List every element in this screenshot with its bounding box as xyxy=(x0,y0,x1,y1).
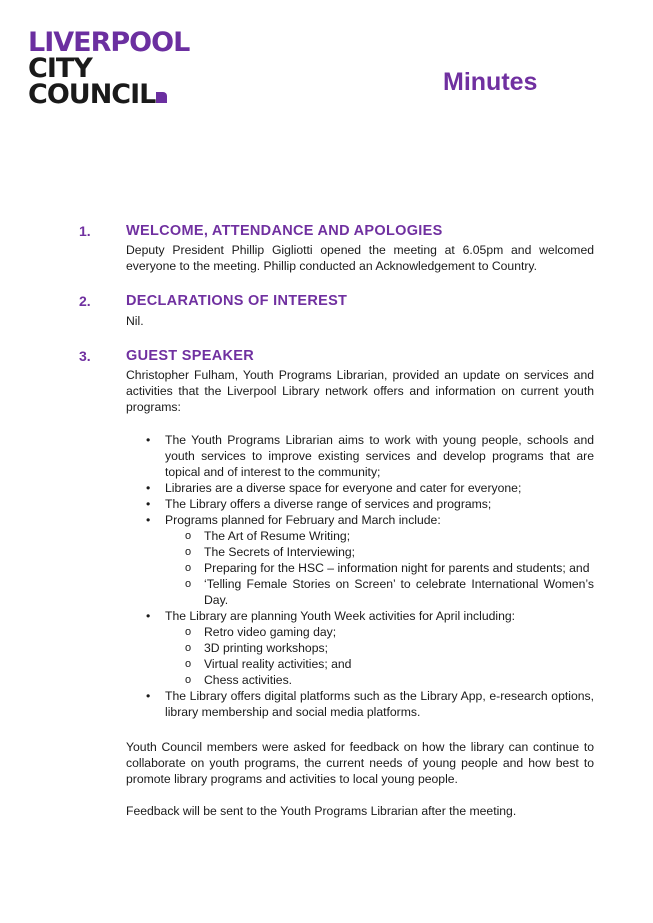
list-item-text: Libraries are a diverse space for everyone and cater for everyone; xyxy=(165,481,522,495)
bullet-icon: • xyxy=(146,497,151,511)
bullet-icon: • xyxy=(146,689,151,703)
list-item-text: The Library offers a diverse range of services and programs; xyxy=(165,497,492,511)
section-number: 3. xyxy=(79,348,91,364)
list-item xyxy=(126,512,594,608)
sub-bullet-icon: o xyxy=(185,546,192,558)
sub-list-item-text: Chess activities. xyxy=(204,673,293,687)
logo-line-2: CITY xyxy=(28,53,92,84)
sub-list-item xyxy=(165,560,594,576)
section-3-body: Christopher Fulham, Youth Programs Librarian, provided an update on services and activities that the Liverpool Library network offers and information on current youth programs: xyxy=(126,368,594,414)
list-item-text: The Youth Programs Librarian aims to work with young people, schools and youth services to improve existing services and develop programs that are topical and of interest to the community; xyxy=(165,433,594,479)
list-item-text: The Library offers digital platforms such as the Library App, e-research options, library membership and social media platforms. xyxy=(165,689,594,719)
sub-list-item xyxy=(165,528,594,544)
list-item xyxy=(126,496,594,512)
speaker-update-list xyxy=(126,432,594,720)
sub-bullet-icon: o xyxy=(185,674,192,686)
sub-list-item-text: Preparing for the HSC – information night for parents and students; and xyxy=(204,561,590,575)
bullet-icon: • xyxy=(146,513,151,527)
list-item xyxy=(126,688,594,720)
section-number: 1. xyxy=(79,223,91,239)
council-logo xyxy=(28,27,190,110)
page-title: Minutes xyxy=(443,68,538,96)
bullet-icon: • xyxy=(146,433,151,447)
section-number: 2. xyxy=(79,293,91,309)
sub-list xyxy=(165,528,594,608)
sub-list-item xyxy=(165,544,594,560)
sub-list-item xyxy=(165,640,594,656)
logo-line-1: LIVERPOOL xyxy=(28,27,190,58)
section-1-body: Deputy President Phillip Gigliotti opened the meeting at 6.05pm and welcomed everyone to the meeting. Phillip conducted an Acknowledgement to Country. xyxy=(126,243,594,273)
sub-list-item xyxy=(165,624,594,640)
section-title: WELCOME, ATTENDANCE AND APOLOGIES xyxy=(126,223,443,239)
sub-list-item xyxy=(165,656,594,672)
sub-bullet-icon: o xyxy=(185,562,192,574)
sub-list-item xyxy=(165,672,594,688)
sub-list-item-text: 3D printing workshops; xyxy=(204,641,328,655)
list-item xyxy=(126,608,594,688)
sub-list-item-text: The Secrets of Interviewing; xyxy=(204,545,356,559)
list-item-text: Programs planned for February and March include: xyxy=(165,513,441,527)
bullet-icon: • xyxy=(146,481,151,495)
sub-list-item xyxy=(165,576,594,608)
sub-list-item-text: ‘Telling Female Stories on Screen’ to celebrate International Women’s Day. xyxy=(204,577,594,607)
sub-bullet-icon: o xyxy=(185,530,192,542)
logo-mark-icon xyxy=(156,92,167,103)
sub-bullet-icon: o xyxy=(185,658,192,670)
sub-bullet-icon: o xyxy=(185,642,192,654)
logo-line-3-text: COUNCIL xyxy=(28,79,156,110)
list-item-text: The Library are planning Youth Week activities for April including: xyxy=(165,609,516,623)
section-title: DECLARATIONS OF INTEREST xyxy=(126,293,348,309)
list-item xyxy=(126,432,594,480)
section-title: GUEST SPEAKER xyxy=(126,348,254,364)
list-item xyxy=(126,480,594,496)
section-2-body: Nil. xyxy=(126,314,144,328)
sub-list-item-text: The Art of Resume Writing; xyxy=(204,529,351,543)
closing-paragraph-2: Feedback will be sent to the Youth Programs Librarian after the meeting. xyxy=(126,804,517,818)
sub-list-item-text: Virtual reality activities; and xyxy=(204,657,352,671)
closing-paragraph-1: Youth Council members were asked for feedback on how the library can continue to collaborate on youth programs, the current needs of young people and how best to promote library programs and activities to local young people. xyxy=(126,740,594,786)
sub-list xyxy=(165,624,594,688)
sub-list-item-text: Retro video gaming day; xyxy=(204,625,337,639)
bullet-icon: • xyxy=(146,609,151,623)
sub-bullet-icon: o xyxy=(185,578,192,590)
logo-line-3 xyxy=(28,79,189,110)
sub-bullet-icon: o xyxy=(185,626,192,638)
